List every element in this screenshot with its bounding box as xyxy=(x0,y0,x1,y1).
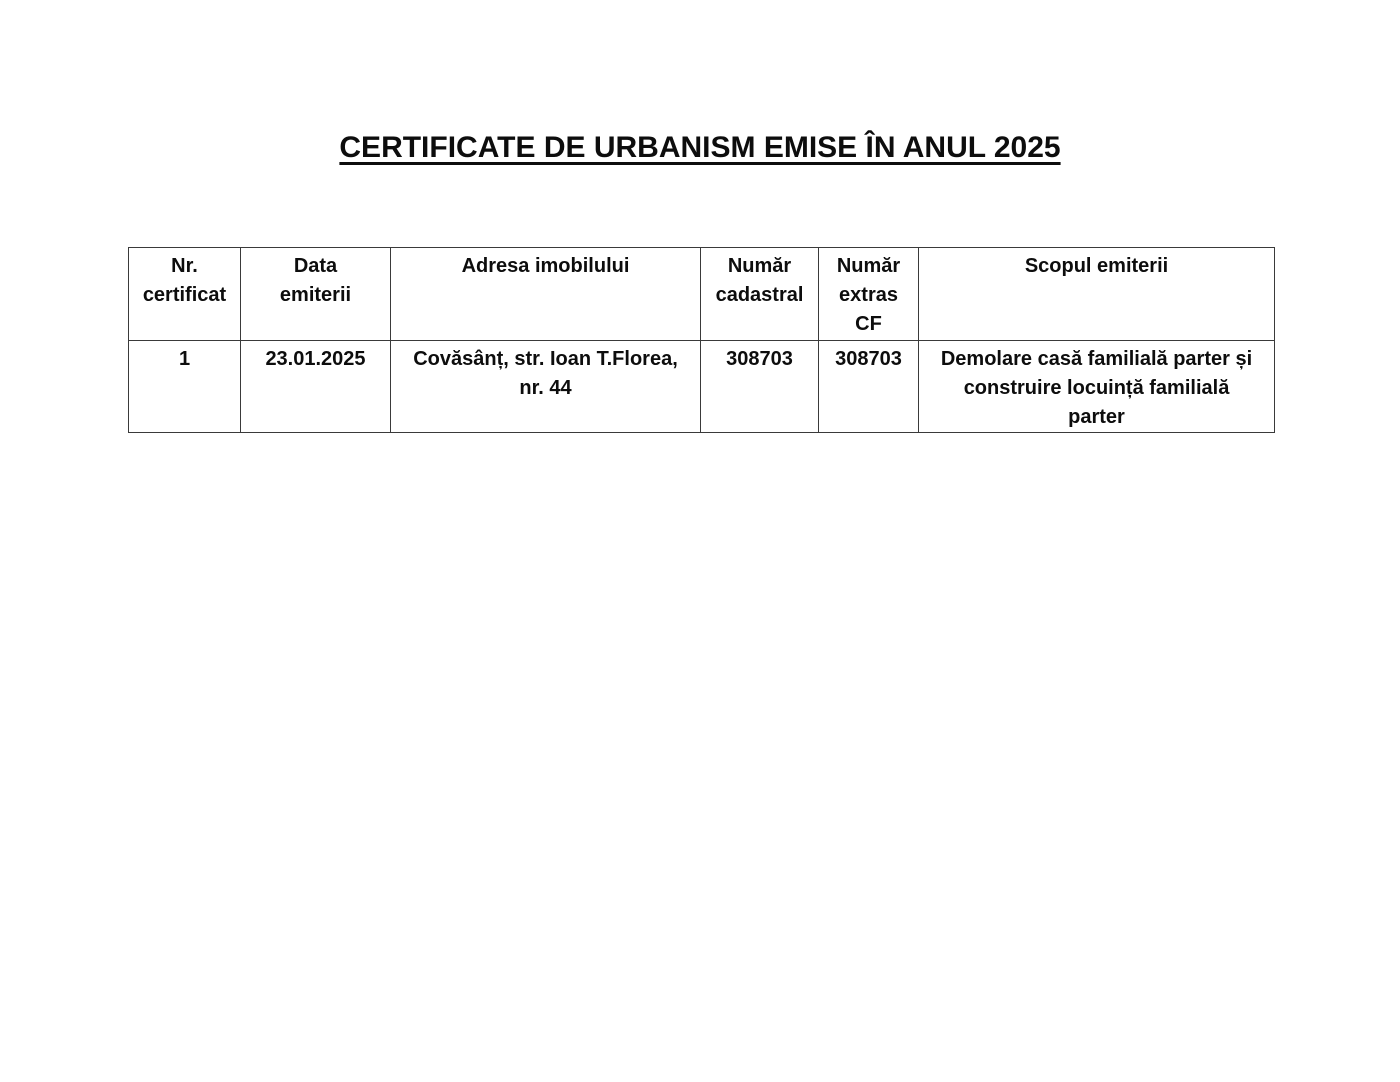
certificates-table xyxy=(128,247,1275,433)
cell-adresa-imobilului: Covăsânț, str. Ioan T.Florea, nr. 44 xyxy=(391,341,701,433)
cell-nr-certificat: 1 xyxy=(129,341,241,433)
col-header-adresa-imobilului: Adresa imobilului xyxy=(391,248,701,341)
cell-scopul-emiterii: Demolare casă familială parter și construire locuință familială parter xyxy=(919,341,1275,433)
col-header-nr-certificat: Nr. certificat xyxy=(129,248,241,341)
col-header-scopul-emiterii: Scopul emiterii xyxy=(919,248,1275,341)
table-header-row xyxy=(129,248,1275,341)
col-header-data-emiterii: Data emiterii xyxy=(241,248,391,341)
col-header-numar-extras-cf: Număr extras CF xyxy=(819,248,919,341)
document-title: CERTIFICATE DE URBANISM EMISE ÎN ANUL 2025 xyxy=(339,131,1061,164)
table-row xyxy=(129,341,1275,433)
cell-numar-extras-cf: 308703 xyxy=(819,341,919,433)
col-header-numar-cadastral: Număr cadastral xyxy=(701,248,819,341)
cell-numar-cadastral: 308703 xyxy=(701,341,819,433)
cell-data-emiterii: 23.01.2025 xyxy=(241,341,391,433)
